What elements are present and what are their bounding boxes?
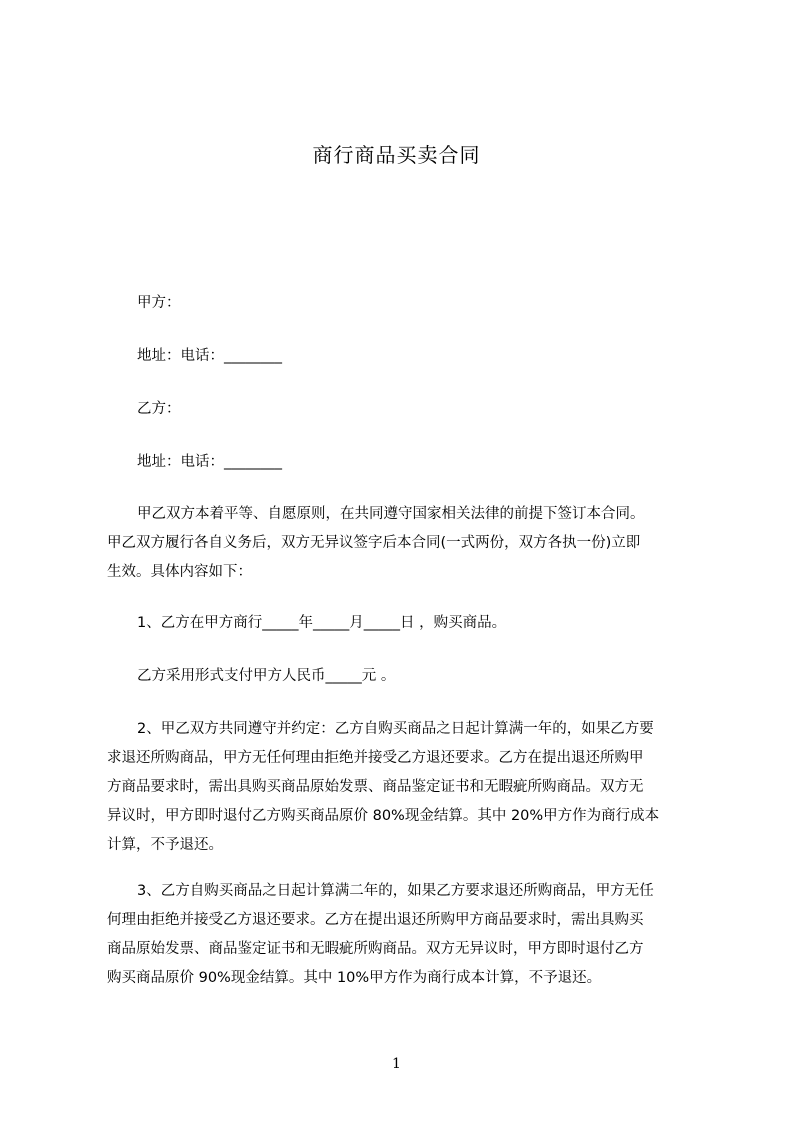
clause-2-line-1: 2、甲乙双方共同遵守并约定：乙方自购买商品之日起计算满一年的，如果乙方要 — [137, 721, 654, 737]
payment-clause: 乙方采用形式支付甲方人民币_____元 。 — [137, 668, 396, 684]
document-title: 商行商品买卖合同 — [312, 143, 481, 167]
party-a-address-phone: 地址：电话：________ — [137, 348, 282, 364]
clause-2-line-2: 求退还所购商品，甲方无任何理由拒绝并接受乙方退还要求。乙方在提出退还所购甲 — [107, 750, 644, 766]
page-number: 1 — [392, 1056, 401, 1072]
clause-1: 1、乙方在甲方商行_____年_____月_____日 ，购买商品。 — [137, 615, 507, 631]
clause-3-line-3: 商品原始发票、商品鉴定证书和无暇疵所购商品。双方无异议时，甲方即时退付乙方 — [107, 941, 644, 957]
clause-2-line-5: 计算，不予退还。 — [107, 837, 223, 853]
clause-3-line-2: 何理由拒绝并接受乙方退还要求。乙方在提出退还所购甲方商品要求时，需出具购买 — [107, 912, 644, 928]
party-a-label: 甲方： — [137, 295, 181, 311]
clause-3-line-4: 购买商品原价 90%现金结算。其中 10%甲方作为商行成本计算，不予退还。 — [107, 970, 602, 986]
intro-line-1: 甲乙双方本着平等、自愿原则，在共同遵守国家相关法律的前提下签订本合同。 — [137, 506, 645, 522]
intro-line-3: 生效。具体内容如下： — [107, 564, 252, 580]
intro-line-2: 甲乙双方履行各自义务后，双方无异议签字后本合同(一式两份，双方各执一份)立即 — [107, 535, 641, 551]
clause-3-line-1: 3、乙方自购买商品之日起计算满二年的，如果乙方要求退还所购商品，甲方无任 — [137, 883, 654, 899]
clause-2-line-4: 异议时，甲方即时退付乙方购买商品原价 80%现金结算。其中 20%甲方作为商行成本 — [107, 808, 660, 824]
party-b-address-phone: 地址：电话：________ — [137, 454, 282, 470]
party-b-label: 乙方： — [137, 401, 181, 417]
clause-2-line-3: 方商品要求时，需出具购买商品原始发票、商品鉴定证书和无暇疵所购商品。双方无 — [107, 779, 644, 795]
